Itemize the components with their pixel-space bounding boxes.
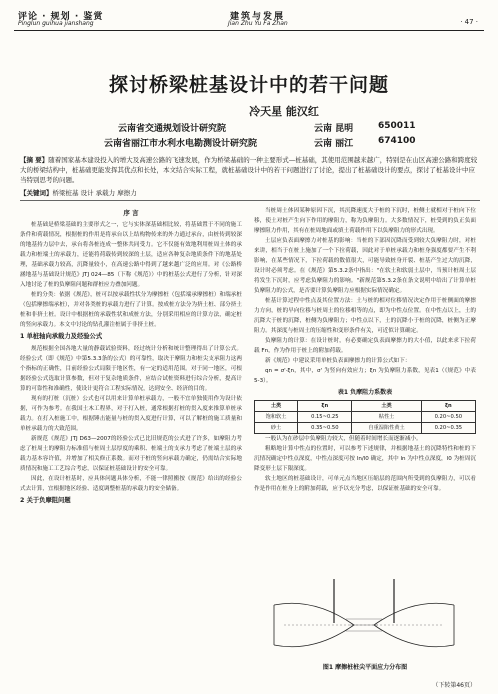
pile-shafts: [334, 579, 394, 623]
affiliation-zip: 650011: [378, 121, 416, 131]
figure-caption: 图1 摩擦桩桩尖平面应力分布图: [322, 664, 408, 671]
table-row: [255, 412, 476, 423]
left-column: [20, 206, 242, 676]
table-caption: 表1 负摩阻力系数表: [337, 389, 393, 396]
table-header: ξn: [298, 401, 352, 412]
page-header: [0, 0, 498, 34]
affiliation-org: 云南省交通规划设计研究院: [118, 124, 227, 134]
paragraph: 现有的打桩（沉桩）公式也可以用来计算单桩承载力，一般不宜单独使用作为设计依据，可作为参考。在我国土木工程界，对于打入桩，通常根据打桩的贯入度来推算单桩承载力。在打入桩施工中，根据锤击能量与桩的贯入度进行计算，可以了解桩的施工质量和单桩承载力的大致范围。: [20, 396, 242, 432]
affiliation-city: 云南 丽江: [314, 139, 354, 149]
paragraph: 软土地区的桩基础设计，可单元点当地区压缩层的范围内所受到的负摩阻力，可以看作是作用在桩身上的附加荷载，应予以充分考虑，以保证桩基础的安全可靠。: [254, 476, 476, 492]
table-cell: 0.35~0.50: [298, 423, 352, 434]
table-row: [255, 423, 476, 434]
table-cell: 0.20~0.35: [421, 423, 475, 434]
table-cell: 0.15~0.25: [298, 412, 352, 423]
journal-column-title: 评论 · 规划 · 鉴赏: [18, 12, 104, 22]
friction-coefficient-table: [254, 400, 476, 434]
table-cell: 饱和软土: [255, 412, 298, 423]
table-cell: 砂土: [255, 423, 298, 434]
article-title: 探讨桥梁桩基设计中的若干问题: [108, 74, 389, 96]
affiliation-city: 云南 昆明: [314, 124, 354, 134]
continued-note: （下转第46页）: [432, 682, 476, 689]
right-column: [254, 206, 476, 574]
paragraph: 桩基计算过程中性点及其位置方法：土与桩的相对位移情况决定作用于桩侧面的摩擦力方向，桩的早向位移与桩周土的位移相等的点，即为中性点位置。在中性点以上，土的沉降大于桩的沉降，桩侧为负摩阻力；中性点以下，土的沉降小于桩的沉降，桩侧为正摩阻力。其深度与桩周土的压缩性和变形条件有关，可近似计算确定。: [254, 298, 476, 334]
paragraph: 因此，在设计桩基时，应具体问题具体分析，不能一律照搬按《规范》给出的经验公式去计算，宜根据地区经验、适度调整桩基的承载力的安全储备。: [20, 476, 242, 492]
journal-column-pinyin: Pinglun guihua jianshang: [18, 20, 94, 27]
affiliation-zip: 674100: [378, 136, 416, 146]
paragraph: 土层应负表面摩擦力对桩基的影响：当桩的下部因沉降而受到较大负摩阻力时，对桩来讲，相当于在桩上施加了一个下拉荷载，因此对于单桩承载力和桩身强度都要产生不利影响，在某些情况下，下拉荷载的数值很大，可能导致桩身开裂、桩基产生过大的沉降，设计时必须考虑。在《规范》第5.3.2条中指出："在软土和软弱土层中，当预计桩周土层将发生下沉时，应考虑负摩阻力的影响。"新规范第5.3.2条在条文说明中给出了计算单桩负摩阻力的公式，是否要计算负摩阻力应根据实际情况确定。: [254, 238, 476, 294]
abstract-separator: [20, 200, 480, 201]
section-pinyin: Jian Zhu Yu Fa Zhan: [228, 20, 288, 27]
paragraph: 桩的分类：依据《规范》，桩可以按承载性状分为摩擦桩（包括端承摩擦桩）和端承桩（包括摩擦端承桩），并对各类桩的承载力进行了计算。按成桩方法分为挤土桩、部分挤土桩和非挤土桩。设计中根据桩的承载性状和成桩方法，分别采用相应的计算方法，确定桩的竖向承载力。本文中讨论的钻孔灌注桩属于非挤土桩。: [20, 292, 242, 328]
authors: 冷天星 能汉红: [249, 105, 319, 118]
header-rule: [14, 30, 484, 31]
paragraph: 新规范《规范》JTJ D63—2007的经验公式已比旧规范的公式进了许多，如摩阻力考虑了桩周土的摩阻力标准值与桩周土层厚度的乘积、桩端土的支承力考虑了桩端土层的承载力基本容许值，并增加了相关修正系数。而对于桩的竖向承载力确定，仍需结合实际地质情况和施工工艺综合考虑，以保证桩基础设计的安全可靠。: [20, 436, 242, 472]
table-header-row: [255, 401, 476, 412]
abstract-label: 【摘 要】: [20, 156, 49, 164]
table-header: ξn: [421, 401, 475, 412]
paragraph: 粗略地计算中性点的位置时，可以参考下述规律，并根据地基土的沉降特性和桩的下沉情况确定中性点深度，中性点深度可按 ln/l0 确定，其中 ln 为中性点深度，l0 为桩周沉降变形土层下限深度。: [254, 446, 476, 472]
section-heading-1: 1 单桩轴向承载力及经验公式: [20, 333, 103, 340]
section-heading-2: 2 关于负摩阻问题: [20, 497, 71, 504]
section-title: 建筑与发展: [230, 12, 286, 22]
pile-stress-figure: [254, 575, 476, 659]
paragraph: 当桩周土体因某种原因下沉，其沉降速度大于桩的下沉时，桩侧土就相对于桩向下位移，使土对桩产生向下作用的摩阻力，称为负摩阻力。大多数情况下，桩受到的负正负面摩擦阻力作用，其有在桩周地面或填土荷载作用下以负摩阻力的形式出现。: [254, 208, 476, 234]
stress-hatching: [284, 619, 444, 631]
paragraph: 规范根据全国各地大量的静载试验资料，经过统计分析和统计整理得出了计算公式。经验公式（即《规范》中第5.3.3条的公式）的可靠性，取决于摩阻力和桩尖支承阻力这两个指标的正确性，目前经验公式局限于地区性，有一定的适用范围。对于同一地区，可根据经验公式选取计算参数，但对于复杂地质条件，应结合试桩资料进行综合分析，提高计算的可靠性和准确性，使设计更符合工程实际情况，达到安全、经济的目的。: [20, 346, 242, 392]
table-header: 土类: [255, 401, 298, 412]
paragraph: 新《规范》中建议采用单桩负表面摩擦力的计算公式如下：: [265, 358, 411, 364]
page-number: · 47 ·: [460, 18, 478, 26]
table-cell: 自重湿陷性黄土: [352, 423, 421, 434]
formula: qn = σ'·ξn，其中，σ' 为竖向有效应力；ξn 为负摩阻力系数，见表1（《规范》中表5-3）。: [254, 368, 476, 384]
table-note: 一般认为在砂层中负摩阻力较大，但随着时间增长而逐渐减小。: [265, 436, 422, 442]
paragraph: 负摩阻力的计算：在设计桩时，有必要确定负表面摩擦力的大小值，以此来求下拉荷载 Fn，作为作用于桩上的附加荷载。: [254, 338, 476, 354]
keywords-text: 桥梁桩基 设计 承载力 摩擦力: [52, 189, 137, 197]
abstract: [20, 155, 480, 185]
section-heading-intro: 序 言: [123, 209, 139, 217]
abstract-text: 随着国家基本建设投入的增大及高速公路的飞速发展，作为桥梁基础的一种主要形式—桩基础，其使用范围越来越广，特别是在山区高速公路和跨度较大的桥梁结构中，桩基础更能发挥其优点和长处，本文结合实际工程，就桩基础设计中的若干问题进行了讨论，提出了桩基础设计的要点，探讨了桩基设计中应当特别思考的问题。: [20, 156, 478, 184]
paragraph: 桩基础是桥梁基础的主要形式之一，它与实体深基础相比较，将基础置于不同的施工条件和荷载情况，根据桩的作用是将承台以上结构物传来的外力通过承台，由桩传到较深的地基持力层中去，承台将各桩连成一整体共同受力。它不仅能有效地利用桩周土体的承载力和桩端土的承载力，还能将荷载传到较深的土层，适应各种复杂地质条件下的地基处理，基础承载力较高，沉降量较小，在高速公路中得到了越来越广泛的应用。对《公路桥涵地基与基础设计规范》JTJ 024—85（下称《规范》）中的桩基公式进行了分析，针对深入地讨论了桩的负摩阻问题和群桩应力叠加问题。: [20, 222, 242, 288]
table-cell: 粘性土: [352, 412, 421, 423]
keywords: [20, 188, 137, 197]
table-cell: 0.20~0.50: [421, 412, 475, 423]
affiliation-org: 云南省丽江市水利水电勘测设计研究院: [104, 139, 258, 149]
keywords-label: 【关键词】: [20, 189, 53, 197]
table-header: 土类: [352, 401, 421, 412]
